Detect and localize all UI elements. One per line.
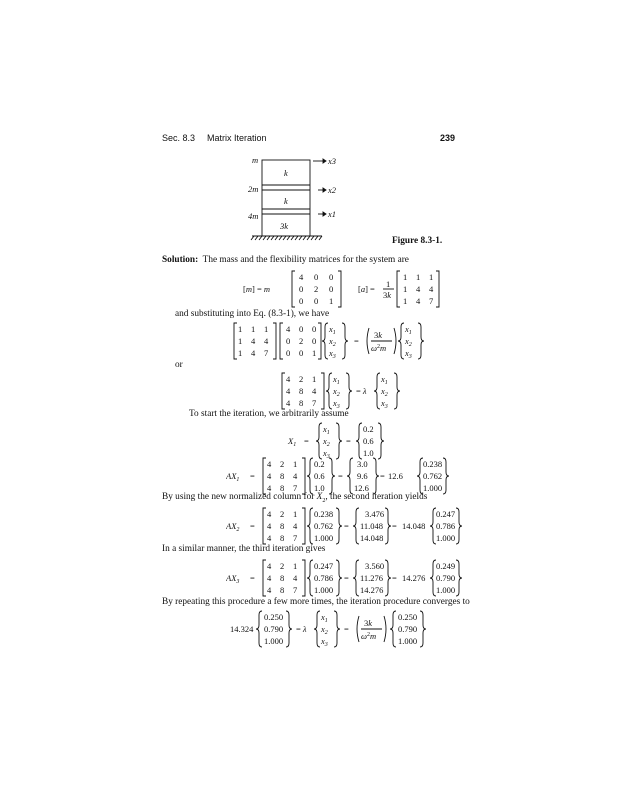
svg-text:2: 2 <box>280 459 285 469</box>
svg-text:x2: $x_2$ <box>323 436 330 448</box>
svg-text:0.238: 0.238 <box>423 459 443 469</box>
mass-label-top: m <box>252 155 259 165</box>
svg-text:8: 8 <box>299 386 304 396</box>
svg-text:1.000: 1.000 <box>423 483 443 493</box>
svg-text:x3: $x_3$ <box>323 448 330 460</box>
svg-text:12.6: 12.6 <box>354 483 369 493</box>
svg-text:1: 1 <box>403 296 408 306</box>
spring-label-bottom: 3k <box>280 221 289 231</box>
svg-text:4: 4 <box>267 471 272 481</box>
x3-vector <box>428 505 464 549</box>
svg-text:8: 8 <box>280 521 285 531</box>
svg-text:1: 1 <box>429 272 434 282</box>
svg-text:0: 0 <box>286 336 291 346</box>
svg-text:1: 1 <box>238 324 243 334</box>
svg-text:0.2: 0.2 <box>314 459 325 469</box>
svg-text:2: 2 <box>280 509 285 519</box>
svg-text:7: 7 <box>293 585 298 595</box>
svg-text:0: 0 <box>312 336 317 346</box>
svg-text:=: = <box>344 573 349 583</box>
svg-text:=: = <box>250 573 255 583</box>
coord-x1: x1 <box>328 209 337 219</box>
svg-text:4: 4 <box>251 336 256 346</box>
svg-text:=: = <box>338 471 343 481</box>
mass-label-middle: 2m <box>248 184 259 194</box>
svg-text:1.000: 1.000 <box>436 533 456 543</box>
svg-text:=: = <box>250 521 255 531</box>
svg-text:X1: $X_1$ <box>288 436 297 448</box>
svg-text:=: = <box>344 624 349 634</box>
svg-text:AX3: $AX_3$ <box>226 573 240 585</box>
ax3-factor: 14.276 <box>402 573 426 583</box>
svg-text:2: 2 <box>280 561 285 571</box>
svg-text:x1: $x_1$ <box>321 612 328 624</box>
svg-text:x3: $x_3$ <box>329 348 336 360</box>
svg-text:4: 4 <box>251 348 256 358</box>
svg-text:11.276: 11.276 <box>360 573 384 583</box>
svg-text:ω2m: $\omega^2m$ <box>361 631 377 641</box>
svg-text:=: = <box>354 336 359 346</box>
svg-text:7: 7 <box>429 296 434 306</box>
svg-text:1: 1 <box>293 561 298 571</box>
svg-text:11.048: 11.048 <box>360 521 384 531</box>
svg-text:=: = <box>344 521 349 531</box>
svg-text:1: 1 <box>312 348 317 358</box>
svg-text:2: 2 <box>314 284 319 294</box>
svg-text:1: 1 <box>403 272 408 282</box>
svg-text:1: 1 <box>264 324 269 334</box>
svg-text:1.000: 1.000 <box>314 585 334 595</box>
svg-text:=: = <box>392 521 397 531</box>
svg-text:4: 4 <box>293 471 298 481</box>
svg-text:=: = <box>304 436 309 446</box>
svg-text:0.250: 0.250 <box>264 612 284 622</box>
flexibility-matrix <box>403 272 434 306</box>
svg-text:1: 1 <box>312 374 317 384</box>
svg-text:3k: 3k <box>383 290 392 300</box>
svg-text:3.560: 3.560 <box>365 561 385 571</box>
svg-text:1.000: 1.000 <box>314 533 334 543</box>
svg-text:14.048: 14.048 <box>360 533 384 543</box>
lambda-equation <box>280 370 400 414</box>
svg-text:ω2m: $\omega^2m$ <box>371 343 387 353</box>
matrix-a <box>286 374 317 408</box>
svg-text:0.790: 0.790 <box>264 624 284 634</box>
ax1-factor: 12.6 <box>388 471 403 481</box>
convergence-text: By repeating this procedure a few more times, the iteration procedure converges to <box>162 597 470 607</box>
svg-text:9.6: 9.6 <box>357 471 368 481</box>
svg-text:0.786: 0.786 <box>436 521 456 531</box>
svg-text:3k: 3k <box>374 330 383 340</box>
substitution-text: and substituting into Eq. (8.3-1), we have <box>175 309 330 319</box>
svg-text:1: 1 <box>403 284 408 294</box>
svg-text:1.0: 1.0 <box>363 448 374 458</box>
svg-text:1.000: 1.000 <box>398 636 418 646</box>
svg-text:x3: $x_3$ <box>321 636 328 648</box>
svg-text:x3: $x_3$ <box>381 398 388 410</box>
coord-x2: x2 <box>328 185 337 195</box>
svg-text:4: 4 <box>267 459 272 469</box>
svg-text:0.249: 0.249 <box>436 561 456 571</box>
ax2-equation <box>226 505 436 549</box>
svg-text:2: 2 <box>299 374 304 384</box>
svg-text:x1: $x_1$ <box>333 374 340 386</box>
svg-text:1: 1 <box>386 279 391 289</box>
svg-text:0.250: 0.250 <box>398 612 418 622</box>
svg-text:0: 0 <box>312 324 317 334</box>
svg-text:3.0: 3.0 <box>357 459 368 469</box>
svg-text:8: 8 <box>280 585 285 595</box>
svg-text:x1: $x_1$ <box>405 324 412 336</box>
svg-text:8: 8 <box>280 573 285 583</box>
svg-text:x2: $x_2$ <box>321 624 328 636</box>
svg-text:0: 0 <box>299 296 304 306</box>
svg-text:=: = <box>380 471 385 481</box>
svg-text:8: 8 <box>280 471 285 481</box>
svg-text:1.0: 1.0 <box>314 483 325 493</box>
svg-text:1: 1 <box>329 296 334 306</box>
svg-text:0.6: 0.6 <box>363 436 374 446</box>
ax2-factor: 14.048 <box>402 521 426 531</box>
svg-text:4: 4 <box>293 521 298 531</box>
svg-text:x3: $x_3$ <box>405 348 412 360</box>
svg-text:4: 4 <box>267 561 272 571</box>
svg-text:=: = <box>346 436 351 446</box>
svg-text:x2: $x_2$ <box>329 336 336 348</box>
x1-vector <box>363 424 374 458</box>
mass-matrix <box>299 272 333 306</box>
solution-paragraph: Solution: The mass and the flexibility matrices for the system are <box>162 255 409 265</box>
svg-text:0.762: 0.762 <box>314 521 334 531</box>
svg-text:7: 7 <box>293 483 298 493</box>
svg-text:0.6: 0.6 <box>314 471 325 481</box>
svg-text:4: 4 <box>286 374 291 384</box>
svg-text:1: 1 <box>251 324 256 334</box>
coord-x3: x3 <box>328 156 337 166</box>
svg-text:3k: 3k <box>364 618 373 628</box>
svg-text:0: 0 <box>329 272 334 282</box>
svg-text:x3: $x_3$ <box>333 398 340 410</box>
svg-text:4: 4 <box>267 585 272 595</box>
svg-text:4: 4 <box>264 336 269 346</box>
svg-text:14.276: 14.276 <box>360 585 384 595</box>
third-iteration-text: In a similar manner, the third iteration gives <box>162 544 326 554</box>
svg-text:1: 1 <box>238 348 243 358</box>
figure-caption: Figure 8.3-1. <box>392 236 443 246</box>
solution-label: Solution: <box>162 255 199 265</box>
page-number: 239 <box>440 133 456 143</box>
svg-text:4: 4 <box>416 296 421 306</box>
svg-text:AX2: $AX_2$ <box>226 521 240 533</box>
svg-text:4: 4 <box>286 398 291 408</box>
running-header-section: Sec. 8.3 <box>162 133 196 143</box>
second-iteration-text: By using the new normalized column for $X_2$, the second iteration yields <box>162 492 428 504</box>
svg-text:x1: $x_1$ <box>329 324 336 336</box>
svg-text:4: 4 <box>429 284 434 294</box>
svg-text:=: = <box>392 573 397 583</box>
svg-text:0.790: 0.790 <box>436 573 456 583</box>
x4-vector <box>428 557 464 601</box>
svg-text:0.247: 0.247 <box>436 509 456 519</box>
svg-text:1: 1 <box>416 272 421 282</box>
mass-label-bottom: 4m <box>248 211 259 221</box>
svg-text:7: 7 <box>312 398 317 408</box>
svg-text:1.000: 1.000 <box>436 585 456 595</box>
svg-text:0: 0 <box>314 296 319 306</box>
svg-text:x2: $x_2$ <box>333 386 340 398</box>
svg-text:3.476: 3.476 <box>365 509 385 519</box>
svg-text:4: 4 <box>286 324 291 334</box>
svg-text:0.2: 0.2 <box>363 424 374 434</box>
ax3-equation <box>226 557 436 601</box>
svg-text:=: = <box>250 471 255 481</box>
svg-text:0.238: 0.238 <box>314 509 334 519</box>
start-iteration-text: To start the iteration, we arbitrarily assume <box>189 409 349 419</box>
svg-text:0: 0 <box>299 324 304 334</box>
svg-text:x2: $x_2$ <box>405 336 412 348</box>
svg-text:4: 4 <box>286 386 291 396</box>
svg-text:1.000: 1.000 <box>264 636 284 646</box>
svg-text:0: 0 <box>329 284 334 294</box>
svg-text:0: 0 <box>286 348 291 358</box>
svg-text:0.762: 0.762 <box>423 471 443 481</box>
eigen-equation <box>232 320 432 364</box>
mass-flex-equation <box>240 268 440 312</box>
svg-text:4: 4 <box>312 386 317 396</box>
svg-text:1: 1 <box>293 459 298 469</box>
svg-text:2: 2 <box>299 336 304 346</box>
svg-text:7: 7 <box>293 533 298 543</box>
svg-text:4: 4 <box>416 284 421 294</box>
svg-text:0.790: 0.790 <box>398 624 418 634</box>
svg-text:4: 4 <box>293 573 298 583</box>
ax1-product-vector <box>354 459 369 493</box>
svg-text:4: 4 <box>267 573 272 583</box>
svg-text:7: 7 <box>264 348 269 358</box>
svg-text:4: 4 <box>267 521 272 531</box>
running-header-title: Matrix Iteration <box>207 133 267 143</box>
svg-text:8: 8 <box>280 483 285 493</box>
svg-text:8: 8 <box>280 533 285 543</box>
svg-text:1: 1 <box>238 336 243 346</box>
svg-text:0: 0 <box>299 348 304 358</box>
svg-text:1: 1 <box>293 509 298 519</box>
svg-text:4: 4 <box>299 272 304 282</box>
or-text: or <box>175 360 183 370</box>
svg-text:0.786: 0.786 <box>314 573 334 583</box>
svg-text:0: 0 <box>314 272 319 282</box>
svg-text:0: 0 <box>299 284 304 294</box>
final-factor: 14.324 <box>230 624 254 634</box>
svg-text:x1: $x_1$ <box>381 374 388 386</box>
final-equation <box>226 608 466 652</box>
svg-text:= λ: = λ <box>296 624 307 634</box>
three-story-building-figure <box>210 150 350 250</box>
svg-text:= λ: = λ <box>356 386 367 396</box>
svg-text:x1: $x_1$ <box>323 424 330 436</box>
spring-label-middle: k <box>284 196 288 206</box>
svg-text:0.247: 0.247 <box>314 561 334 571</box>
svg-text:AX1: $AX_1$ <box>226 471 240 483</box>
spring-label-top: k <box>284 168 288 178</box>
svg-text:8: 8 <box>299 398 304 408</box>
svg-text:x2: $x_2$ <box>381 386 388 398</box>
svg-text:4: 4 <box>267 533 272 543</box>
svg-text:4: 4 <box>267 483 272 493</box>
svg-text:[m] = m: [m] = m <box>243 284 270 294</box>
svg-text:4: 4 <box>267 509 272 519</box>
svg-text:[a] =: [a] = <box>358 284 375 294</box>
